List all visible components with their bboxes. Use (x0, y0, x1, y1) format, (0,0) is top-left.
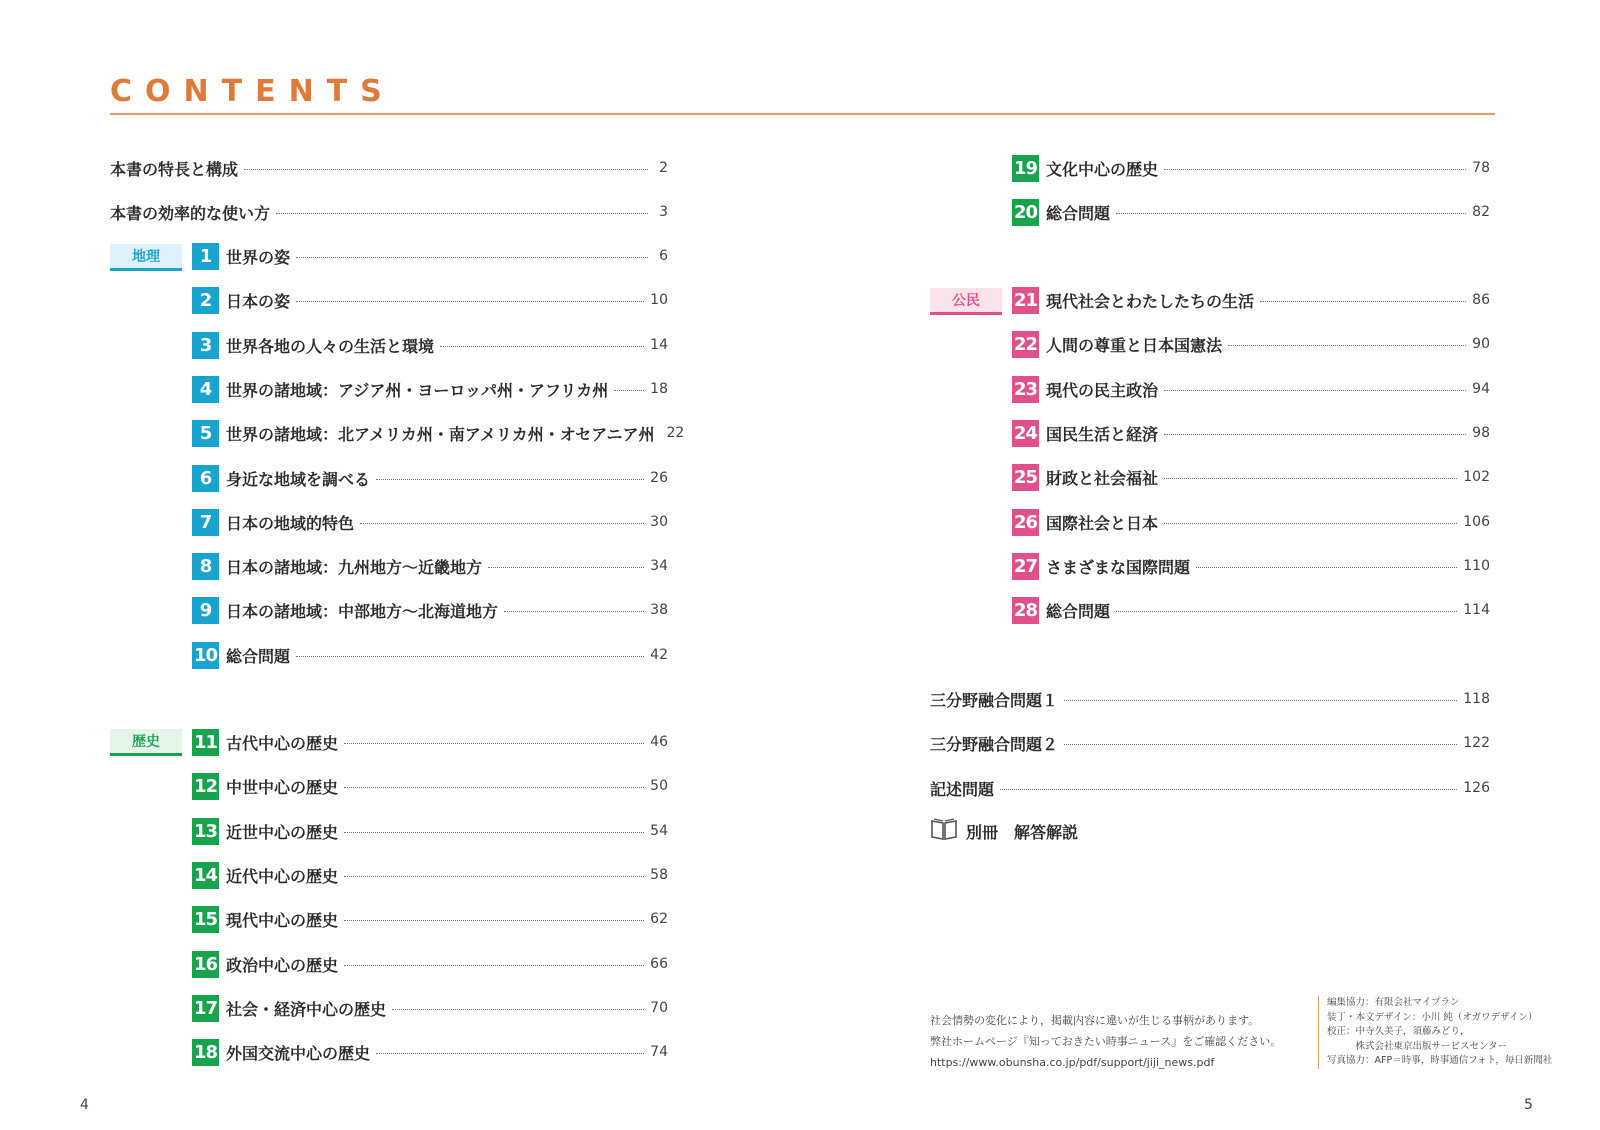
credit-line: 編集協力：有限会社マイプラン (1327, 997, 1460, 1008)
toc-entry-chapter-25[interactable] (1012, 461, 1490, 493)
toc-entry-page: 50 (650, 778, 668, 794)
chapter-number-badge: 24 (1012, 420, 1039, 447)
toc-entry-page: 3 (659, 204, 668, 220)
toc-entry-chapter-19[interactable] (1012, 152, 1490, 184)
leader-dots (276, 212, 648, 214)
toc-entry-chapter-11[interactable] (192, 726, 668, 758)
toc-entry-chapter-26[interactable] (1012, 506, 1490, 538)
toc-entry-chapter-27[interactable] (1012, 550, 1490, 582)
toc-entry-intro-2[interactable] (110, 196, 668, 228)
toc-entry-page: 38 (650, 602, 668, 618)
toc-entry-chapter-4[interactable] (192, 373, 668, 405)
answer-book[interactable] (930, 817, 1078, 845)
leader-dots (614, 389, 644, 391)
leader-dots (504, 610, 644, 612)
section-tag-history: 歴史 (110, 729, 182, 756)
credit-line: 校正：中寺久美子，須藤みどり， (1327, 1026, 1470, 1037)
leader-dots (1116, 212, 1466, 214)
leader-dots (1164, 522, 1457, 524)
chapter-number-badge: 3 (192, 332, 219, 359)
leader-dots (344, 786, 644, 788)
leader-dots (296, 655, 644, 657)
toc-entry-chapter-18[interactable] (192, 1036, 668, 1068)
chapter-number-badge: 2 (192, 287, 219, 314)
leader-dots (1116, 610, 1457, 612)
toc-entry-chapter-2[interactable] (192, 284, 668, 316)
chapter-number-badge: 11 (192, 729, 219, 756)
chapter-number-badge: 5 (192, 420, 219, 447)
toc-entry-label: 人間の尊重と日本国憲法 (1046, 335, 1223, 355)
toc-entry-page: 126 (1463, 780, 1490, 796)
leader-dots (344, 831, 644, 833)
toc-entry-label: 世界の諸地域：アジア州・ヨーロッパ州・アフリカ州 (226, 380, 609, 400)
toc-entry-chapter-24[interactable] (1012, 417, 1490, 449)
toc-entry-page: 86 (1472, 292, 1490, 308)
toc-entry-chapter-15[interactable] (192, 903, 668, 935)
toc-entry-page: 2 (659, 160, 668, 176)
notice-line: 弊社ホームページ『知っておきたい時事ニュース』をご確認ください。 (930, 1035, 1282, 1048)
toc-entry-chapter-6[interactable] (192, 462, 668, 494)
toc-entry-page: 62 (650, 911, 668, 927)
chapter-number-badge: 8 (192, 553, 219, 580)
toc-entry-page: 94 (1472, 381, 1490, 397)
toc-entry-page: 106 (1463, 514, 1490, 530)
chapter-number-badge: 12 (192, 773, 219, 800)
answer-book-label: 別冊 解答解説 (966, 822, 1079, 842)
toc-entry-chapter-5[interactable] (192, 417, 685, 449)
leader-dots (1196, 566, 1457, 568)
leader-dots (488, 566, 644, 568)
chapter-number-badge: 1 (192, 243, 219, 270)
toc-entry-label: 日本の姿 (226, 291, 291, 311)
chapter-number-badge: 19 (1012, 155, 1039, 182)
toc-entry-label: 記述問題 (930, 779, 995, 799)
toc-entry-chapter-20[interactable] (1012, 196, 1490, 228)
toc-entry-label: さまざまな国際問題 (1046, 557, 1191, 577)
toc-entry-label: 日本の諸地域：九州地方～近畿地方 (226, 557, 483, 577)
chapter-number-badge: 23 (1012, 376, 1039, 403)
chapter-number-badge: 9 (192, 597, 219, 624)
toc-entry-label: 文化中心の歴史 (1046, 159, 1159, 179)
chapter-number-badge: 14 (192, 862, 219, 889)
toc-entry-label: 本書の効率的な使い方 (110, 203, 271, 223)
section-tag-geography: 地理 (110, 244, 182, 271)
leader-dots (440, 345, 644, 347)
toc-entry-chapter-23[interactable] (1012, 373, 1490, 405)
toc-entry-chapter-21[interactable] (1012, 284, 1490, 316)
toc-entry-label: 総合問題 (1046, 203, 1111, 223)
toc-entry-chapter-12[interactable] (192, 770, 668, 802)
open-book-icon (930, 817, 958, 845)
toc-entry-label: 外国交流中心の歴史 (226, 1043, 371, 1063)
chapter-number-badge: 27 (1012, 553, 1039, 580)
toc-entry-label: 国民生活と経済 (1046, 424, 1159, 444)
chapter-number-badge: 6 (192, 465, 219, 492)
leader-dots (1164, 168, 1466, 170)
toc-entry-label: 三分野融合問題１ (930, 690, 1059, 710)
chapter-number-badge: 16 (192, 951, 219, 978)
leader-dots (296, 256, 648, 258)
chapter-number-badge: 18 (192, 1039, 219, 1066)
toc-entry-chapter-8[interactable] (192, 550, 668, 582)
section-tag-civics: 公民 (930, 288, 1002, 315)
leader-dots (344, 964, 644, 966)
title-rule (110, 113, 1495, 115)
toc-entry-page: 58 (650, 867, 668, 883)
toc-entry-page: 22 (666, 425, 685, 441)
toc-entry-label: 総合問題 (1046, 601, 1111, 621)
chapter-number-badge: 7 (192, 509, 219, 536)
toc-entry-page: 6 (659, 248, 668, 264)
toc-entry-label: 現代の民主政治 (1046, 380, 1159, 400)
toc-entry-page: 118 (1463, 691, 1490, 707)
toc-entry-label: 世界各地の人々の生活と環境 (226, 336, 435, 356)
toc-entry-label: 身近な地域を調べる (226, 469, 371, 489)
credits (1318, 996, 1552, 1069)
toc-entry-chapter-9[interactable] (192, 594, 668, 626)
toc-entry-page: 74 (650, 1044, 668, 1060)
leader-dots (360, 522, 644, 524)
toc-entry-label: 近代中心の歴史 (226, 866, 339, 886)
credit-line: 写真協力：AFP＝時事，時事通信フォト，毎日新聞社 (1327, 1055, 1553, 1066)
toc-entry-label: 世界の諸地域：北アメリカ州・南アメリカ州・オセアニア州 (226, 424, 655, 444)
toc-entry-page: 30 (650, 514, 668, 530)
toc-entry-label: 近世中心の歴史 (226, 822, 339, 842)
toc-entry-label: 三分野融合問題２ (930, 734, 1059, 754)
toc-entry-page: 78 (1472, 160, 1490, 176)
toc-entry-page: 18 (650, 381, 668, 397)
page-number-right: 5 (1524, 1097, 1533, 1113)
leader-dots (344, 919, 644, 921)
leader-dots (344, 742, 644, 744)
chapter-number-badge: 17 (192, 995, 219, 1022)
leader-dots (1064, 743, 1457, 745)
toc-entry-label: 現代中心の歴史 (226, 910, 339, 930)
toc-entry-page: 122 (1463, 735, 1490, 751)
toc-entry-label: 政治中心の歴史 (226, 955, 339, 975)
leader-dots (344, 875, 644, 877)
toc-entry-label: 本書の特長と構成 (110, 159, 239, 179)
chapter-number-badge: 20 (1012, 199, 1039, 226)
chapter-number-badge: 10 (192, 642, 219, 669)
toc-entry-chapter-13[interactable] (192, 815, 668, 847)
toc-entry-intro-1[interactable] (110, 152, 668, 184)
toc-entry-page: 34 (650, 558, 668, 574)
toc-entry-label: 総合問題 (226, 646, 291, 666)
toc-entry-page: 26 (650, 470, 668, 486)
toc-entry-extra-3[interactable] (930, 772, 1490, 804)
toc-entry-page: 90 (1472, 336, 1490, 352)
toc-entry-chapter-3[interactable] (192, 329, 668, 361)
toc-entry-label: 財政と社会福祉 (1046, 468, 1159, 488)
leader-dots (1164, 389, 1466, 391)
leader-dots (1164, 477, 1457, 479)
toc-entry-page: 70 (650, 1000, 668, 1016)
toc-entry-label: 日本の諸地域：中部地方～北海道地方 (226, 601, 499, 621)
toc-entry-page: 54 (650, 823, 668, 839)
toc-entry-label: 社会・経済中心の歴史 (226, 999, 387, 1019)
chapter-number-badge: 28 (1012, 597, 1039, 624)
chapter-number-badge: 15 (192, 906, 219, 933)
toc-entry-page: 66 (650, 956, 668, 972)
leader-dots (1228, 344, 1466, 346)
toc-entry-page: 114 (1463, 602, 1490, 618)
chapter-number-badge: 13 (192, 818, 219, 845)
toc-entry-chapter-28[interactable] (1012, 594, 1490, 626)
chapter-number-badge: 25 (1012, 464, 1039, 491)
chapter-number-badge: 22 (1012, 331, 1039, 358)
notice (930, 1010, 1281, 1073)
toc-entry-chapter-14[interactable] (192, 859, 668, 891)
toc-entry-chapter-16[interactable] (192, 948, 668, 980)
toc-entry-extra-2[interactable] (930, 727, 1490, 759)
leader-dots (1000, 788, 1457, 790)
toc-entry-page: 110 (1463, 558, 1490, 574)
toc-entry-extra-1[interactable] (930, 683, 1490, 715)
leader-dots (244, 168, 648, 170)
toc-entry-chapter-17[interactable] (192, 992, 668, 1024)
toc-entry-page: 14 (650, 337, 668, 353)
leader-dots (376, 1052, 644, 1054)
credit-line: 装丁・本文デザイン：小川 純（オガワデザイン） (1327, 1011, 1538, 1023)
leader-dots (392, 1008, 644, 1010)
toc-entry-page: 10 (650, 292, 668, 308)
chapter-number-badge: 26 (1012, 509, 1039, 536)
toc-entry-label: 現代社会とわたしたちの生活 (1046, 291, 1255, 311)
toc-entry-chapter-1[interactable] (192, 240, 668, 272)
toc-entry-label: 中世中心の歴史 (226, 777, 339, 797)
notice-url[interactable]: https://www.obunsha.co.jp/pdf/support/jiji_news.pdf (930, 1056, 1215, 1069)
toc-entry-chapter-7[interactable] (192, 506, 668, 538)
toc-entry-page: 82 (1472, 204, 1490, 220)
toc-entry-label: 古代中心の歴史 (226, 733, 339, 753)
toc-entry-page: 102 (1463, 469, 1490, 485)
page-title: CONTENTS (110, 74, 395, 109)
toc-entry-chapter-22[interactable] (1012, 328, 1490, 360)
toc-entry-label: 日本の地域的特色 (226, 513, 355, 533)
leader-dots (1164, 433, 1466, 435)
leader-dots (296, 300, 644, 302)
chapter-number-badge: 4 (192, 376, 219, 403)
toc-entry-label: 世界の姿 (226, 247, 291, 267)
toc-entry-page: 42 (650, 647, 668, 663)
toc-entry-page: 46 (650, 734, 668, 750)
page-number-left: 4 (80, 1097, 89, 1113)
leader-dots (1064, 699, 1457, 701)
leader-dots (376, 478, 644, 480)
toc-entry-chapter-10[interactable] (192, 639, 668, 671)
leader-dots (1260, 300, 1466, 302)
notice-line: 社会情勢の変化により，掲載内容に違いが生じる事柄があります。 (930, 1014, 1260, 1027)
toc-entry-label: 国際社会と日本 (1046, 513, 1159, 533)
credit-line: 株式会社東京出版サービスセンター (1327, 1040, 1508, 1052)
chapter-number-badge: 21 (1012, 287, 1039, 314)
toc-entry-page: 98 (1472, 425, 1490, 441)
